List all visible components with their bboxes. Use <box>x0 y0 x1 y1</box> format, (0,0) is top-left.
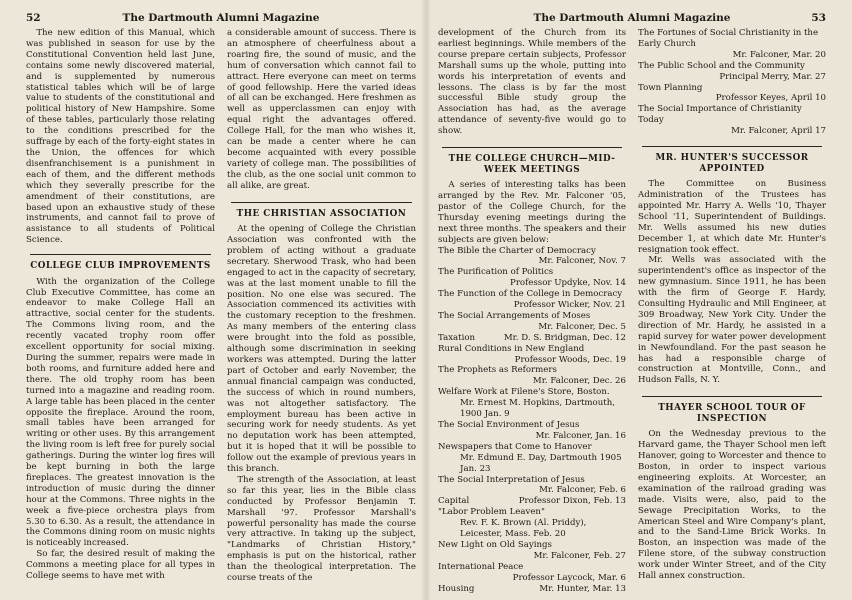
section-rule <box>442 147 622 148</box>
talk-entry <box>438 496 626 507</box>
talk-subject: The Social Arrangements of Moses <box>438 310 591 321</box>
left-column-2 <box>227 28 416 584</box>
section-heading-college-club: COLLEGE CLUB IMPROVEMENTS <box>30 261 211 272</box>
talk-entry <box>438 507 626 540</box>
right-page-number: 53 <box>811 12 826 24</box>
talk-subject: The Social Importance of Christianity Today <box>638 104 802 126</box>
talk-entry <box>638 104 826 137</box>
bible-class-continuation: development of the Church from its earliest beginnings. While members of the course prepare certain subjects, Professor Marshall sums up the whole, putting into words his interpretation of events and lessons. The class is by far the most successful Bible study group the Association has had, as the average attendance of seventy-five would go to show. <box>438 28 626 137</box>
talk-speaker: Mr. Falconer, Jan. 16 <box>535 430 626 441</box>
talk-subject: Capital <box>438 496 470 507</box>
talk-entry <box>438 584 626 595</box>
left-page-number: 52 <box>26 12 41 24</box>
college-club-paragraph-2: So far, the desired result of making the Commons a meeting place for all types in College seems to have met with <box>26 549 215 582</box>
talk-speaker: Mr. Falconer, Mar. 20 <box>732 49 826 60</box>
talk-entry <box>438 540 626 562</box>
hunter-successor-paragraph-2: Mr. Wells was associated with the superintendent's office as inspector of the new gymnasium. Since 1911, he has been with the firm of George F. Hardy, Consulting Hydraulic and Mill Engineer, at 309 Broadway, New York City. Under the direction of Mr. Hardy, he assisted in a rapid survey for water power development in Newfoundland. For the past season he has had a responsible charge of construction at Montville, Conn., and Hudson Falls, N. Y. <box>638 255 826 386</box>
talk-subject: New Light on Old Sayings <box>438 539 552 550</box>
left-columns <box>26 28 416 584</box>
talk-subject: Welfare Work at Filene's Store, Boston. <box>438 387 610 398</box>
christian-association-paragraph-1: At the opening of College the Christian Association was confronted with the problem of acting without a graduate secretary. Sherwood Trask, who had been engaged to act in the capacity of secretary, was at the last moment unable to fill the position. No one else was secured. The Association commenced its activities with the customary reception to the freshmen. As many members of the entering class were brought into the fold as possible, although some discrimination in seeking workers was attempted. During the latter part of October and early November, the annual financial campaign was conducted, the success of which in round numbers, was not altogether satisfactory. The employment bureau has been active in securing work for needy students. As yet no deputation work has been attempted, but it is hoped that it will be possible to follow out the example of previous years in this branch. <box>227 224 416 475</box>
right-column-1 <box>438 28 626 595</box>
talk-entry <box>438 442 626 475</box>
talk-entry <box>638 83 826 105</box>
hunter-successor-paragraph-1: The Committee on Business Administration of the Trustees has appointed Mr. Harry A. Wells '10, Thayer School '11, Superintendent of Buildings. Mr. Wells assumed his new duties December 1, at which date Mr. Hunter's resignation took effect. <box>638 179 826 255</box>
right-running-head <box>438 8 826 28</box>
talk-entry <box>638 61 826 83</box>
talk-speaker: Mr. Ernest M. Hopkins, Dartmouth, 1900 Jan. 9 <box>460 398 615 420</box>
talk-entry <box>438 365 626 387</box>
talk-speaker: Principal Merry, Mar. 27 <box>719 71 826 82</box>
section-heading-hunter-successor: MR. HUNTER'S SUCCESSOR APPOINTED <box>655 153 809 174</box>
section-rule <box>642 146 822 147</box>
left-column-1 <box>26 28 215 584</box>
talk-entry <box>638 28 826 61</box>
section-heading-christian-association: THE CHRISTIAN ASSOCIATION <box>236 208 407 219</box>
college-club-continuation: a considerable amount of success. There is an atmosphere of cheerfulness about a roaring fire, the sound of music, and the hum of conversation which cannot fail to attract. Here everyone can meet on terms of good fellowship. Here the varied ideas of all can be exchanged. Here freshmen as well as upperclassmen can enjoy with equal right the advantages offered. College Hall, for the man who wishes it, can be made a center where he can become acquainted with every possible variety of college man. The possibilities of the club, as the one social unit common to all alike, are great. <box>227 28 416 191</box>
talk-speaker: Mr. Falconer, April 17 <box>731 126 826 137</box>
talk-subject: The Social Interpretation of Jesus <box>438 474 585 485</box>
talk-subject: The Bible the Charter of Democracy <box>438 245 596 256</box>
talk-entry <box>438 289 626 311</box>
talk-subject: Rural Conditions in New England <box>438 343 585 354</box>
section-rule <box>642 396 822 397</box>
talk-subject: The Social Environment of Jesus <box>438 420 580 430</box>
left-running-title: The Dartmouth Alumni Magazine <box>122 12 320 24</box>
section-heading-college-church: THE COLLEGE CHURCH—MID-WEEK MEETINGS <box>448 154 616 175</box>
college-church-intro: A series of interesting talks has been arranged by the Rev. Mr. Falconer '05, pastor of the College Church, for the Thursday evening meetings during the next three months. The speakers and their subjects are given below: <box>438 180 626 245</box>
right-page <box>426 0 852 600</box>
talk-speaker: Mr. Falconer, Feb. 6 <box>539 485 626 496</box>
college-club-paragraph-1: With the organization of the College Club Executive Committee, has come an endeavor to make College Hall an attractive, social center for the students. The Commons living room, and the recently vacated trophy room offer excellent opportunity for social mixing. During the summer, repairs were made in both rooms, and furniture added here and there. The old trophy room has been turned into a magazine and reading room. A large table has been placed in the center opposite the fireplace. Around the room, small tables have been arranged for writing or other uses. By this arrangement the living room is left free for purely social gatherings. During the winter log fires will be kept burning in both the large fireplaces. The greatest innovation is the introduction of music during the dinner hour at the Commons. Three nights in the week a five-piece orchestra plays from 5.30 to 6.30. As a result, the attendance in the Commons dining room on music nights is noticeably increased. <box>26 276 215 549</box>
talk-speaker: Professor Updyke, Nov. 14 <box>510 278 626 289</box>
talk-speaker: Mr. Falconer, Feb. 27 <box>533 550 626 561</box>
talk-entry <box>438 420 626 442</box>
talk-subject: The Public School and the Community <box>638 60 805 71</box>
talk-subject: The Prophets as Reformers <box>438 365 557 376</box>
talk-entry <box>438 562 626 584</box>
left-running-head <box>26 8 416 28</box>
talk-subject: Taxation <box>438 332 476 343</box>
talk-subject: The Function of the College in Democracy <box>438 289 623 300</box>
talk-speaker: Professor Woods, Dec. 19 <box>514 354 626 365</box>
talk-speaker: Mr. Edmund E. Day, Dartmouth 1905 Jan. 23 <box>460 452 622 474</box>
talk-subject: Town Planning <box>638 82 703 93</box>
talk-subject: Housing <box>438 583 475 594</box>
right-running-title: The Dartmouth Alumni Magazine <box>533 12 731 24</box>
talk-subject: The Fortunes of Social Christianity in the Early Church <box>638 28 819 49</box>
talk-subject: International Peace <box>438 561 524 572</box>
talk-entry <box>438 267 626 289</box>
talk-speaker: Professor Dixon, Feb. 13 <box>518 496 626 507</box>
talk-speaker: Professor Wicker, Nov. 21 <box>513 300 626 311</box>
talk-speaker: Professor Laycock, Mar. 6 <box>512 572 626 583</box>
talk-speaker: Mr. Falconer, Dec. 5 <box>538 321 626 332</box>
talk-entry <box>438 387 626 420</box>
talk-speaker: Mr. Falconer, Nov. 7 <box>538 256 626 267</box>
thayer-school-paragraph: On the Wednesday previous to the Harvard game, the Thayer School men left Hanover, going to Worcester and thence to Boston, in order to inspect various engineering exploits. At Worcester, an examination of the railroad grading was made. Visits were, also, paid to the Sewage Precipitation Works, to the American Steel and Wire Company's plant, and to the Sand-Lime Brick Works. In Boston, an inspection was made of the Filene store, of the subway construction work under Winter Street, and of the City Hall annex construction. <box>638 429 826 582</box>
right-column-2 <box>638 28 826 595</box>
christian-association-paragraph-2: The strength of the Association, at least so far this year, lies in the Bible class conducted by Professor Benjamin T. Marshall '97. Professor Marshall's powerful personality has made the course very attractive. In taking up the subject, "Landmarks of Christian History," emphasis is put on the historical, rather than the theological interpretation. The course treats of the <box>227 474 416 584</box>
talk-entry <box>438 333 626 344</box>
talk-speaker: Mr. Falconer, Dec. 26 <box>532 376 626 387</box>
talk-entry <box>438 475 626 497</box>
talk-speaker: Mr. D. S. Bridgman, Dec. 12 <box>503 332 626 343</box>
talk-speaker: Rev. F. K. Brown (Al. Priddy), Leicester, Mass. Feb. 20 <box>460 518 587 540</box>
talk-entry <box>438 344 626 366</box>
section-rule <box>231 202 412 203</box>
talk-entry <box>438 311 626 333</box>
talk-entry <box>438 246 626 268</box>
talk-speaker: Professor Keyes, April 10 <box>715 93 826 104</box>
talk-subject: Newspapers that Come to Hanover <box>438 441 592 452</box>
talk-speaker: Mr. Hunter, Mar. 13 <box>539 583 626 594</box>
section-heading-thayer-school: THAYER SCHOOL TOUR OF INSPECTION <box>658 403 806 424</box>
talk-subject: The Purification of Politics <box>438 267 554 278</box>
section-rule <box>30 254 211 255</box>
manual-paragraph: The new edition of this Manual, which was published in season for use by the Constitutional Convention held last June, contains some newly discovered material, and is supplemented by numerous statistical tables which will be of large value to students of the constitutional and political history of New Hampshire. Some of these tables, particularly those relating to the conditions prescribed for the suffrage by each of the forty-eight states in the Union, the offences for which disenfranchisement is a punishment in each of them, and the different methods which they severally prescribe for the amendment of their constitutions, are based upon an exhaustive study of these instruments, and cannot fail to prove of assistance to all students of Political Science. <box>26 28 215 246</box>
talk-subject: "Labor Problem Leaven" <box>438 507 545 518</box>
right-columns <box>438 28 826 595</box>
